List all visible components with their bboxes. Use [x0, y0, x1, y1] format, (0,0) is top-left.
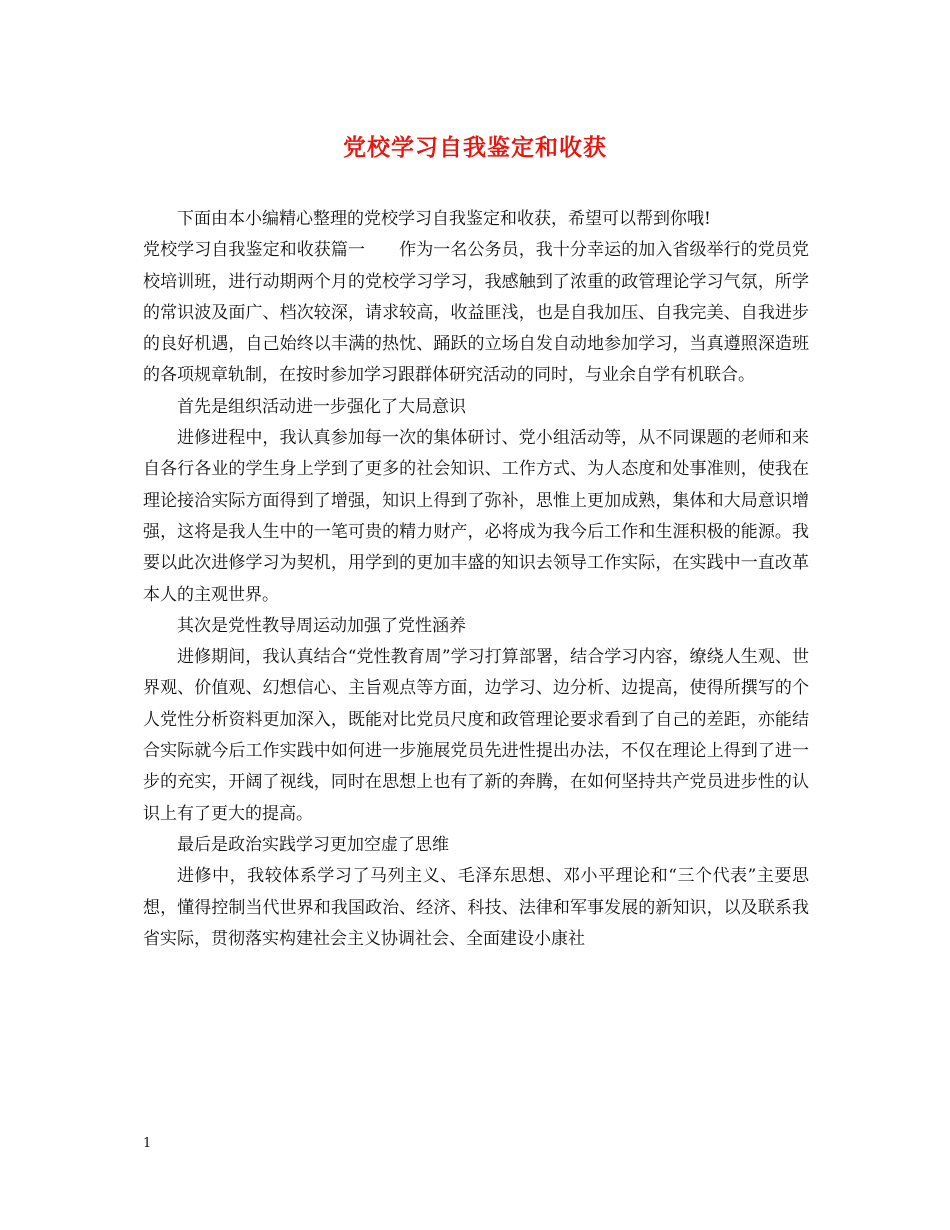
document-title: 党校学习自我鉴定和收获 — [343, 134, 607, 161]
section-paragraph-2: 进修期间，我认真结合“党性教育周”学习打算部署，结合学习内容，缭绕人生观、世界观、价值观、幻想信心、主旨观点等方面，边学习、边分析、边提高，使得所撰写的个人党性分析资料更加深入，既能对比党员尺度和政管理论要求看到了自己的差距，亦能结合实际就今后工作实践中如何进一步施展党员先进性提出办法，不仅在理论上得到了进一步的充实，开阔了视线，同时在思想上也有了新的奔腾，在如何坚持共产党员进步性的认识上有了更大的提高。 — [143, 647, 809, 824]
article-first-text: 作为一名公务员，我十分幸运的加入省级举行的党员党校培训班，进行动期两个月的党校学习学习，我感触到了浓重的政管理论学习气氛，所学的常识波及面广、档次较深，请求较高，收益匪浅，也是自我加压、自我完美、自我进步的良好机遇，自己始终以丰满的热忱、踊跃的立场自发自动地参加学习，当真遵照深造班的各项规章轨制，在按时参加学习跟群体研究活动的同时，与业余自学有机联合。 — [143, 240, 810, 386]
section-heading-3: 最后是政治实践学习更加空虚了思维 — [177, 834, 449, 855]
article-first-paragraph — [143, 235, 809, 391]
article-label: 党校学习自我鉴定和收获篇一 — [143, 240, 366, 261]
section-paragraph-3: 进修中，我较体系学习了马列主义、毛泽东思想、邓小平理论和“三个代表”主要思想，懂得控制当代世界和我国政治、经济、科技、法律和军事发展的新知识，以及联系我省实际，贯彻落实构建社会主义协调社会、全面建设小康社 — [143, 866, 809, 949]
section-heading-2: 其次是党性教导周运动加强了党性涵养 — [177, 615, 466, 636]
document-body — [143, 204, 809, 955]
section-paragraph-1: 进修进程中，我认真参加每一次的集体研讨、党小组活动等，从不同课题的老师和来自各行各业的学生身上学到了更多的社会知识、工作方式、为人态度和处事准则，使我在理论接洽实际方面得到了增强，知识上得到了弥补，思惟上更加成熟，集体和大局意识增强，这将是我人生中的一笔可贵的精力财产，必将成为我今后工作和生涯积极的能源。我要以此次进修学习为契机，用学到的更加丰盛的知识去领导工作实际，在实践中一直改革本人的主观世界。 — [143, 428, 809, 605]
section-heading-1: 首先是组织活动进一步强化了大局意识 — [177, 396, 466, 417]
page-number: 1 — [143, 1136, 152, 1151]
intro-paragraph: 下面由本小编精心整理的党校学习自我鉴定和收获，希望可以帮到你哦! — [177, 209, 711, 229]
